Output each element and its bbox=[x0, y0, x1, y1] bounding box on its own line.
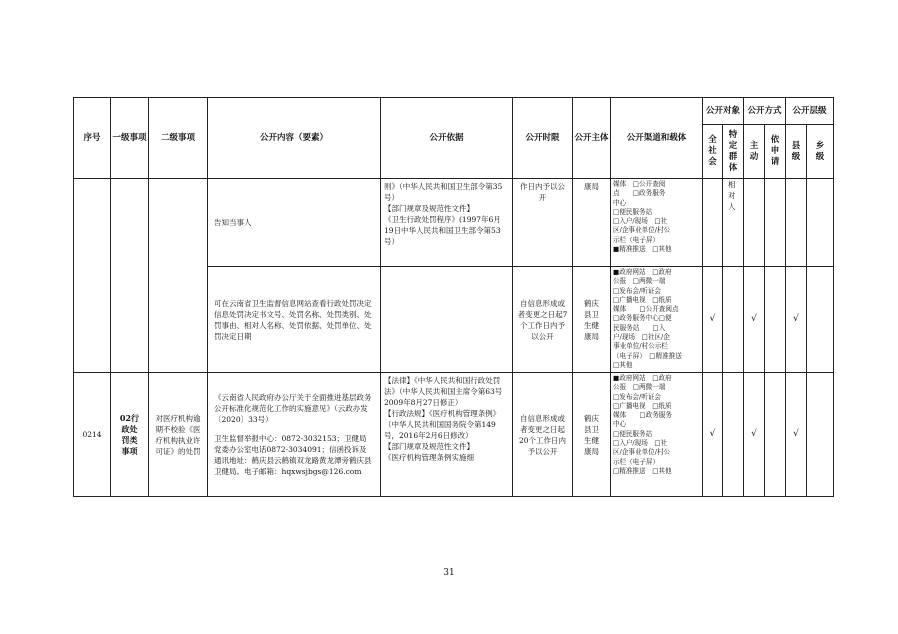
header-method: 公开方式 bbox=[744, 98, 786, 125]
header-target-all: 全社会 bbox=[703, 125, 723, 179]
method-active-check: √ bbox=[744, 267, 765, 373]
basis-cell: 【法律】《中华人民共和国行政处罚法》（中华人民共和国主席令第63号2009年8月27日修正） 【行政法规】《医疗机构管理条例》（中华人民共和国国务院令第149号，2016年2月6日修改） 【部门规章及规范性文件】 《医疗机构管理条例实施细 bbox=[381, 373, 513, 497]
table-row bbox=[74, 179, 834, 267]
target-specific-cell bbox=[723, 373, 744, 497]
subject-cell: 鹤庆县卫生健康局 bbox=[573, 373, 611, 497]
level-county-cell bbox=[786, 179, 807, 267]
time-cell: 自信息形成或者变更之日起7个工作日内予以公开 bbox=[513, 267, 573, 373]
target-specific-cell bbox=[723, 267, 744, 373]
header-item1: 一级事项 bbox=[111, 98, 149, 179]
level-town-cell bbox=[807, 179, 834, 267]
level-town-cell bbox=[807, 267, 834, 373]
target-all-cell bbox=[703, 179, 723, 267]
header-subject: 公开主体 bbox=[573, 98, 611, 179]
item2-cell-continued bbox=[149, 179, 208, 373]
row-number: 0214 bbox=[74, 373, 111, 497]
header-method-apply: 依申请 bbox=[765, 125, 786, 179]
target-all-check: √ bbox=[703, 267, 723, 373]
header-basis: 公开依据 bbox=[381, 98, 513, 179]
method-active-cell bbox=[744, 179, 765, 267]
content-cell: 可在云南省卫生监督信息网站查看行政处罚决定信息处罚决定书文号、处罚名称、处罚类别、处罚事由、相对人名称、处罚依据、处罚单位、处罚决定日期 bbox=[208, 267, 381, 373]
disclosure-table bbox=[73, 97, 834, 497]
header-row-1 bbox=[74, 98, 834, 125]
header-target-specific: 特定群体 bbox=[723, 125, 744, 179]
content-cell: 告知当事人 bbox=[208, 179, 381, 267]
subject-cell: 鹤庆县卫生健康局 bbox=[573, 267, 611, 373]
content-cell: 《云南省人民政府办公厅关于全面推进基层政务公开标准化规范化工作的实施意见》（云政办发〔2020〕33号） 卫生监督举报中心：0872-3032153；卫健局党委办公室电话0872-3034091；信函投诉及通讯地址：鹤庆县云鹤镇双龙路黄龙潭旁鹤庆县卫健局。电子邮箱：hqxwsjbgs@126.com bbox=[208, 373, 381, 497]
level-county-check: √ bbox=[786, 373, 807, 497]
header-level: 公开层级 bbox=[786, 98, 834, 125]
method-apply-cell bbox=[765, 373, 786, 497]
header-no: 序号 bbox=[74, 98, 111, 179]
item1-cell-continued bbox=[111, 179, 149, 373]
level-county-check: √ bbox=[786, 267, 807, 373]
header-item2: 二级事项 bbox=[149, 98, 208, 179]
time-cell: 作日内予以公开 bbox=[513, 179, 573, 267]
target-specific-cell: 相对人 bbox=[723, 179, 744, 267]
item1-cell: 02行政处罚类事项 bbox=[111, 373, 149, 497]
page-number: 31 bbox=[443, 568, 455, 578]
header-time: 公开时限 bbox=[513, 98, 573, 179]
header-method-active: 主动 bbox=[744, 125, 765, 179]
item2-cell: 对医疗机构逾期不校验《医疗机构执业许可证》的处罚 bbox=[149, 373, 208, 497]
basis-cell bbox=[381, 267, 513, 373]
level-town-cell bbox=[807, 373, 834, 497]
channel-cell: 媒体 □公开查阅 点 □政务服务 中心 □便民服务站 □入户/现场 □社 区/企事业单位/村公 示栏（电子屏） ■精准推送 □其他 bbox=[611, 179, 703, 267]
target-all-check: √ bbox=[703, 373, 723, 497]
basis-cell: 则》（中华人民共和国卫生部令第35号） 【部门规章及规范性文件】 《卫生行政处罚程序》(1997年6月19日中华人民共和国卫生部令第53号） bbox=[381, 179, 513, 267]
channel-cell: ■政府网站 □政府 公报 □两微一端 □发布会/听证会 □广播电视 □纸质 媒体 □公开查阅点 □政务服务中心□便 民服务站 □入 户/现场 □社区/企 事业单位/村公示栏 （电子屏） □精准推送 □其他 bbox=[611, 267, 703, 373]
table-row bbox=[74, 373, 834, 497]
method-active-check: √ bbox=[744, 373, 765, 497]
header-target: 公开对象 bbox=[703, 98, 744, 125]
subject-cell: 康局 bbox=[573, 179, 611, 267]
method-apply-cell bbox=[765, 179, 786, 267]
time-cell: 自信息形成或者变更之日起20个工作日内予以公开 bbox=[513, 373, 573, 497]
header-content: 公开内容（要素） bbox=[208, 98, 381, 179]
method-apply-cell bbox=[765, 267, 786, 373]
header-level-town: 乡级 bbox=[807, 125, 834, 179]
channel-cell: ■政府网站 □政府 公报 □两微一端 □发布会/听证会 □广播电视 □纸质 媒体 □政务服务 中心 □便民服务站 □入户/现场 □社 区/企事业单位/村公 示栏（电子屏） □精准推送 □其他 bbox=[611, 373, 703, 497]
no-cell-continued bbox=[74, 179, 111, 373]
header-channel: 公开渠道和载体 bbox=[611, 98, 703, 179]
header-level-county: 县级 bbox=[786, 125, 807, 179]
